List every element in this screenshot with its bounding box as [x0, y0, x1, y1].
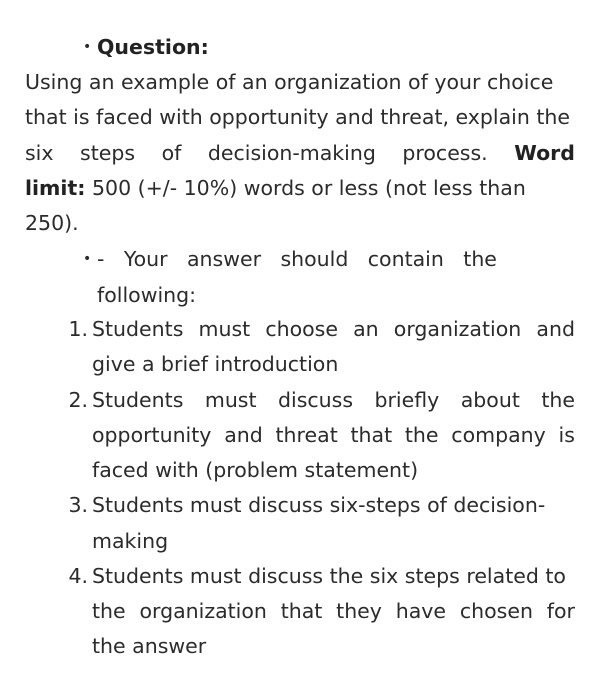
item-word: the — [404, 423, 439, 447]
list-item-number: 1. — [68, 317, 88, 341]
list-item-2-line-1 — [92, 385, 575, 415]
contain-word: Your — [123, 247, 168, 271]
intro-word: decision-making — [207, 141, 376, 165]
item-word: briefly — [374, 388, 440, 412]
contain-word: should — [280, 247, 349, 271]
list-item-4-line-3: the answer — [92, 634, 207, 658]
contain-word: contain — [367, 247, 444, 271]
item-word: they — [336, 599, 382, 623]
item-word: organization — [393, 317, 522, 341]
list-item-2-line-3: faced with (problem statement) — [92, 458, 419, 482]
intro-word: six — [25, 141, 54, 165]
list-item-2-line-2 — [92, 420, 575, 450]
item-word: Students — [92, 388, 184, 412]
item-word: organization — [139, 599, 267, 623]
word-limit-value: 500 (+/- 10%) words or less (not less than — [91, 176, 526, 200]
item-word: opportunity — [92, 423, 212, 447]
item-word: is — [558, 423, 575, 447]
intro-line-1: Using an example of an organization of your choice — [25, 70, 554, 94]
item-word: that — [350, 423, 393, 447]
list-item-3-line-2: making — [92, 529, 169, 553]
word-limit-label-start: Word — [514, 141, 575, 165]
item-word: company — [451, 423, 546, 447]
intro-word: steps — [80, 141, 136, 165]
item-word: discuss — [277, 388, 353, 412]
item-word: the — [92, 599, 126, 623]
item-word: and — [536, 317, 575, 341]
item-word: Students — [92, 317, 184, 341]
list-item-1-line-1 — [92, 314, 575, 344]
contain-line-1 — [97, 244, 497, 274]
list-item-4-line-1: Students must discuss the six steps related to — [92, 564, 566, 588]
contain-word: the — [463, 247, 497, 271]
item-word: must — [204, 388, 257, 412]
contain-word: - — [97, 247, 105, 271]
intro-line-4 — [25, 173, 526, 203]
intro-word: of — [161, 141, 182, 165]
item-word: threat — [275, 423, 338, 447]
item-word: an — [353, 317, 379, 341]
item-word: chosen — [459, 599, 533, 623]
intro-line-5: 250). — [25, 211, 79, 235]
item-word: for — [546, 599, 575, 623]
list-item-number: 4. — [68, 564, 88, 588]
heading-bullet: • — [83, 39, 92, 55]
contain-bullet: • — [83, 251, 92, 267]
list-item-3-line-1: Students must discuss six-steps of decision- — [92, 493, 546, 517]
item-word: choose — [265, 317, 338, 341]
question-heading-text: Question: — [97, 35, 209, 59]
list-item-number: 2. — [68, 388, 88, 412]
word-limit-label-end: limit: — [25, 176, 86, 200]
intro-word: process. — [402, 141, 488, 165]
intro-line-2: that is faced with opportunity and threat, explain the — [25, 105, 571, 129]
contain-word: answer — [186, 247, 262, 271]
item-word: must — [198, 317, 251, 341]
intro-line-3 — [25, 138, 575, 168]
list-item-4-line-2 — [92, 596, 575, 626]
list-item-1-line-2: give a brief introduction — [92, 352, 339, 376]
contain-line-2: following: — [97, 283, 197, 307]
item-word: the — [541, 388, 575, 412]
item-word: about — [460, 388, 520, 412]
list-item-number: 3. — [68, 493, 88, 517]
item-word: have — [395, 599, 447, 623]
item-word: and — [224, 423, 263, 447]
question-heading — [97, 32, 209, 62]
item-word: that — [280, 599, 323, 623]
